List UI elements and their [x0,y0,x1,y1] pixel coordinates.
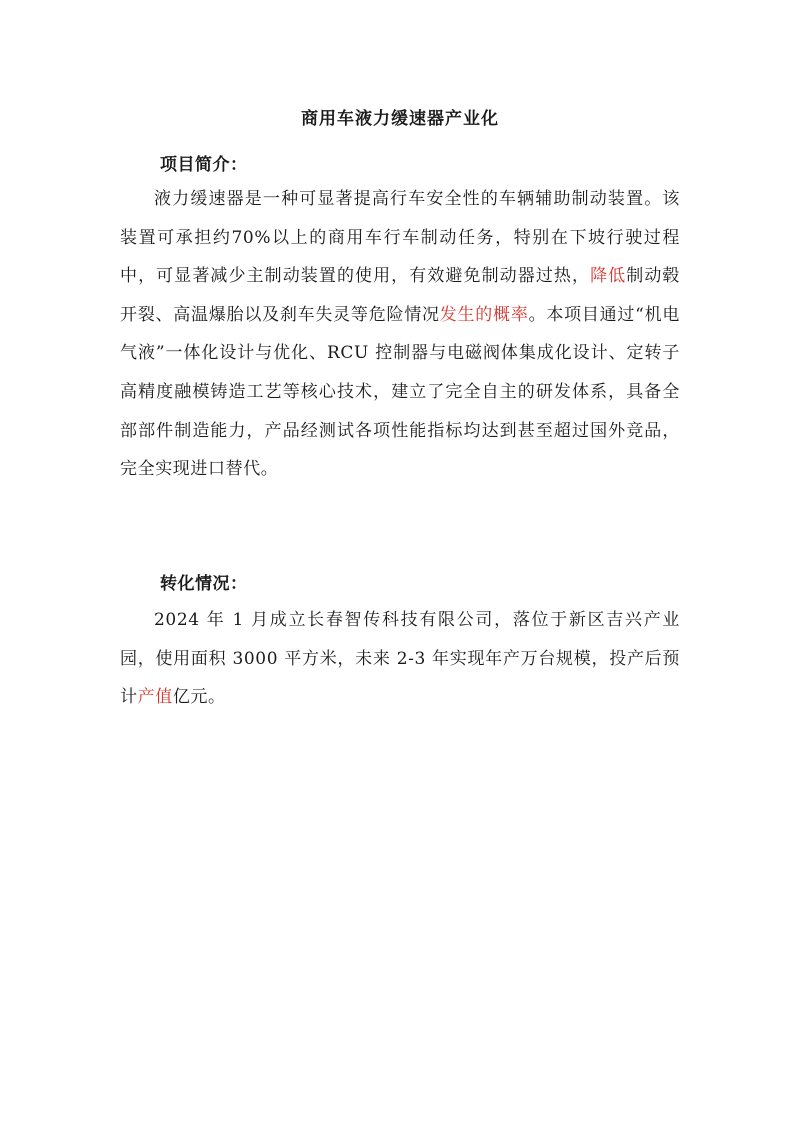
intro-text-1: 液力缓速器是一种可显著提高行车安全性的车辆辅助制动装置。该装置可承担约70%以上的商用车行车制动任务，特别在下坡行驶过程中，可显著减少主制动装置的使用，有效避免制动器过热， [120,189,680,287]
document-title: 商用车液力缓速器产业化 [301,109,499,129]
transfer-text-1: 2024 年 1 月成立长春智传科技有限公司，落位于新区吉兴产业园，使用面积 3000 平方米，未来 2-3 年实现年产万台规模，投产后预计 [120,610,680,708]
intro-paragraph [120,180,680,489]
section-heading-transfer: 转化情况： [160,574,248,594]
transfer-text-2: 亿元。 [172,687,226,708]
intro-text-3: 。本项目通过“机电气液”一体化设计与优化、RCU 控制器与电磁阀体集成化设计、定转子高精度融模铸造工艺等核心技术，建立了完全自主的研发体系，具备全部部件制造能力，产品经测试各项性能指标均达到甚至超过国外竞品，完全实现进口替代。 [120,304,680,480]
intro-text-2: 制动毂开裂、高温爆胎以及刹车失灵等危险情况 [120,266,680,325]
transfer-paragraph [120,601,680,717]
highlight-reduce: 降低 [590,266,627,287]
highlight-output-value: 产值 [137,687,173,708]
highlight-probability: 发生的概率 [439,304,529,325]
section-heading-intro: 项目简介： [160,155,248,175]
